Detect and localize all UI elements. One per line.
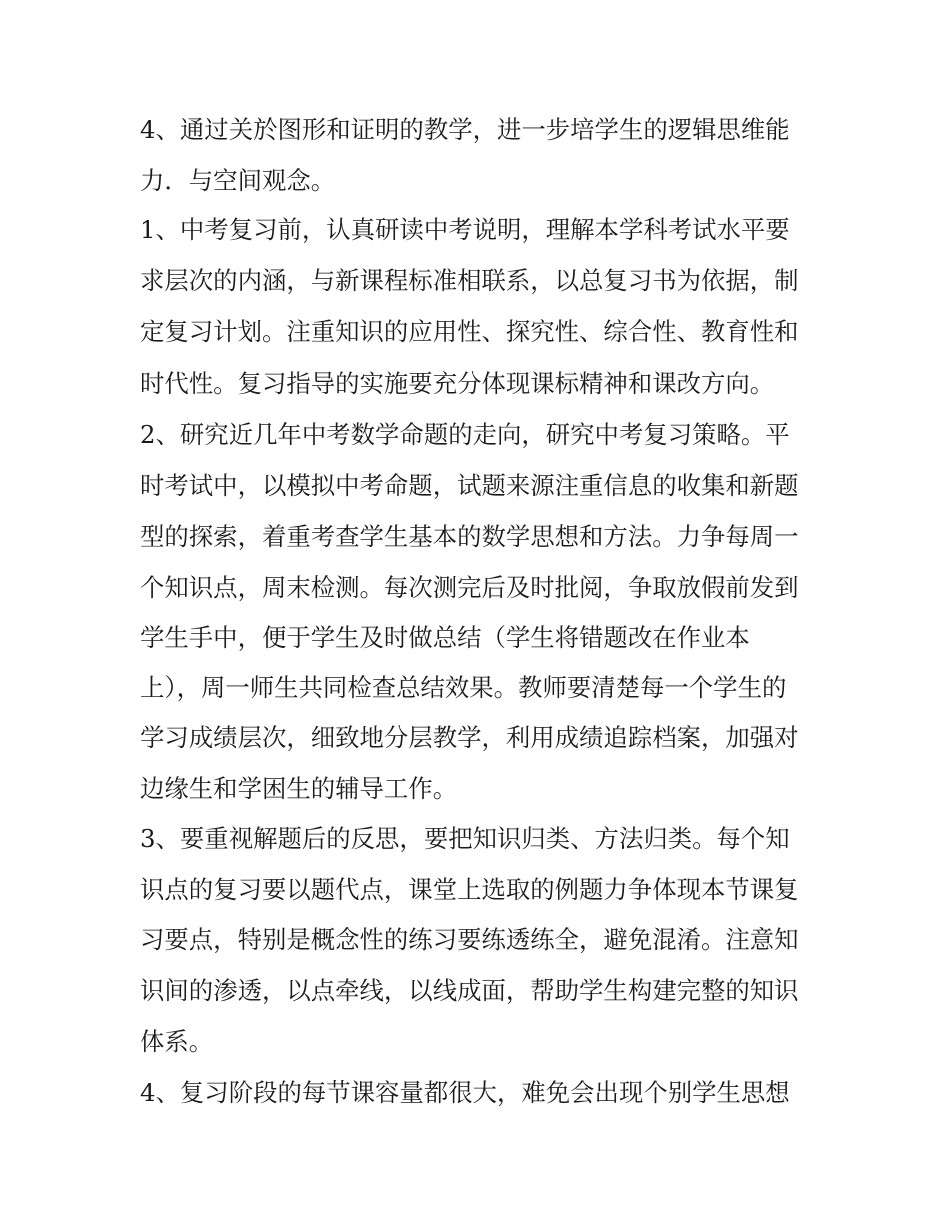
text-line: 型的探索，着重考查学生基本的数学思想和方法。力争每周一 <box>140 522 799 551</box>
text-line: 个知识点，周末检测。每次测完后及时批阅，争取放假前发到 <box>140 573 799 602</box>
text-line: 求层次的内涵，与新课程标准相联系，以总复习书为依据，制 <box>140 266 799 295</box>
text-line: 4、通过关於图形和证明的教学，进一步培学生的逻辑思维能 <box>140 115 790 144</box>
text-line: 识间的渗透，以点牵线，以线成面，帮助学生构建完整的知识 <box>140 976 799 1005</box>
text-line: 时考试中，以模拟中考命题，试题来源注重信息的收集和新题 <box>140 471 799 500</box>
text-line: 学生手中，便于学生及时做总结（学生将错题改在作业本 <box>140 623 750 652</box>
text-line: 4、复习阶段的每节课容量都很大，难免会出现个别学生思想 <box>140 1078 790 1107</box>
text-line: 时代性。复习指导的实施要充分体现课标精神和课改方向。 <box>140 369 775 398</box>
text-line: 上），周一师生共同检查总结效果。教师要清楚每一个学生的 <box>140 673 787 702</box>
text-line: 2、研究近几年中考数学命题的走向，研究中考复习策略。平 <box>140 420 790 449</box>
text-line: 学习成绩层次，细致地分层教学，利用成绩追踪档案，加强对 <box>140 723 799 752</box>
text-line: 体系。 <box>140 1027 214 1056</box>
text-line: 力．与空间观念。 <box>140 166 336 195</box>
text-line: 习要点，特别是概念性的练习要练透练全，避免混淆。注意知 <box>140 925 799 954</box>
text-line: 识点的复习要以题代点，课堂上选取的例题力争体现本节课复 <box>140 875 799 904</box>
text-line: 1、中考复习前，认真研读中考说明，理解本学科考试水平要 <box>140 215 790 244</box>
text-line: 3、要重视解题后的反思，要把知识归类、方法归类。每个知 <box>140 824 790 853</box>
text-line: 边缘生和学困生的辅导工作。 <box>140 774 458 803</box>
text-line: 定复习计划。注重知识的应用性、探究性、综合性、教育性和 <box>140 317 799 346</box>
